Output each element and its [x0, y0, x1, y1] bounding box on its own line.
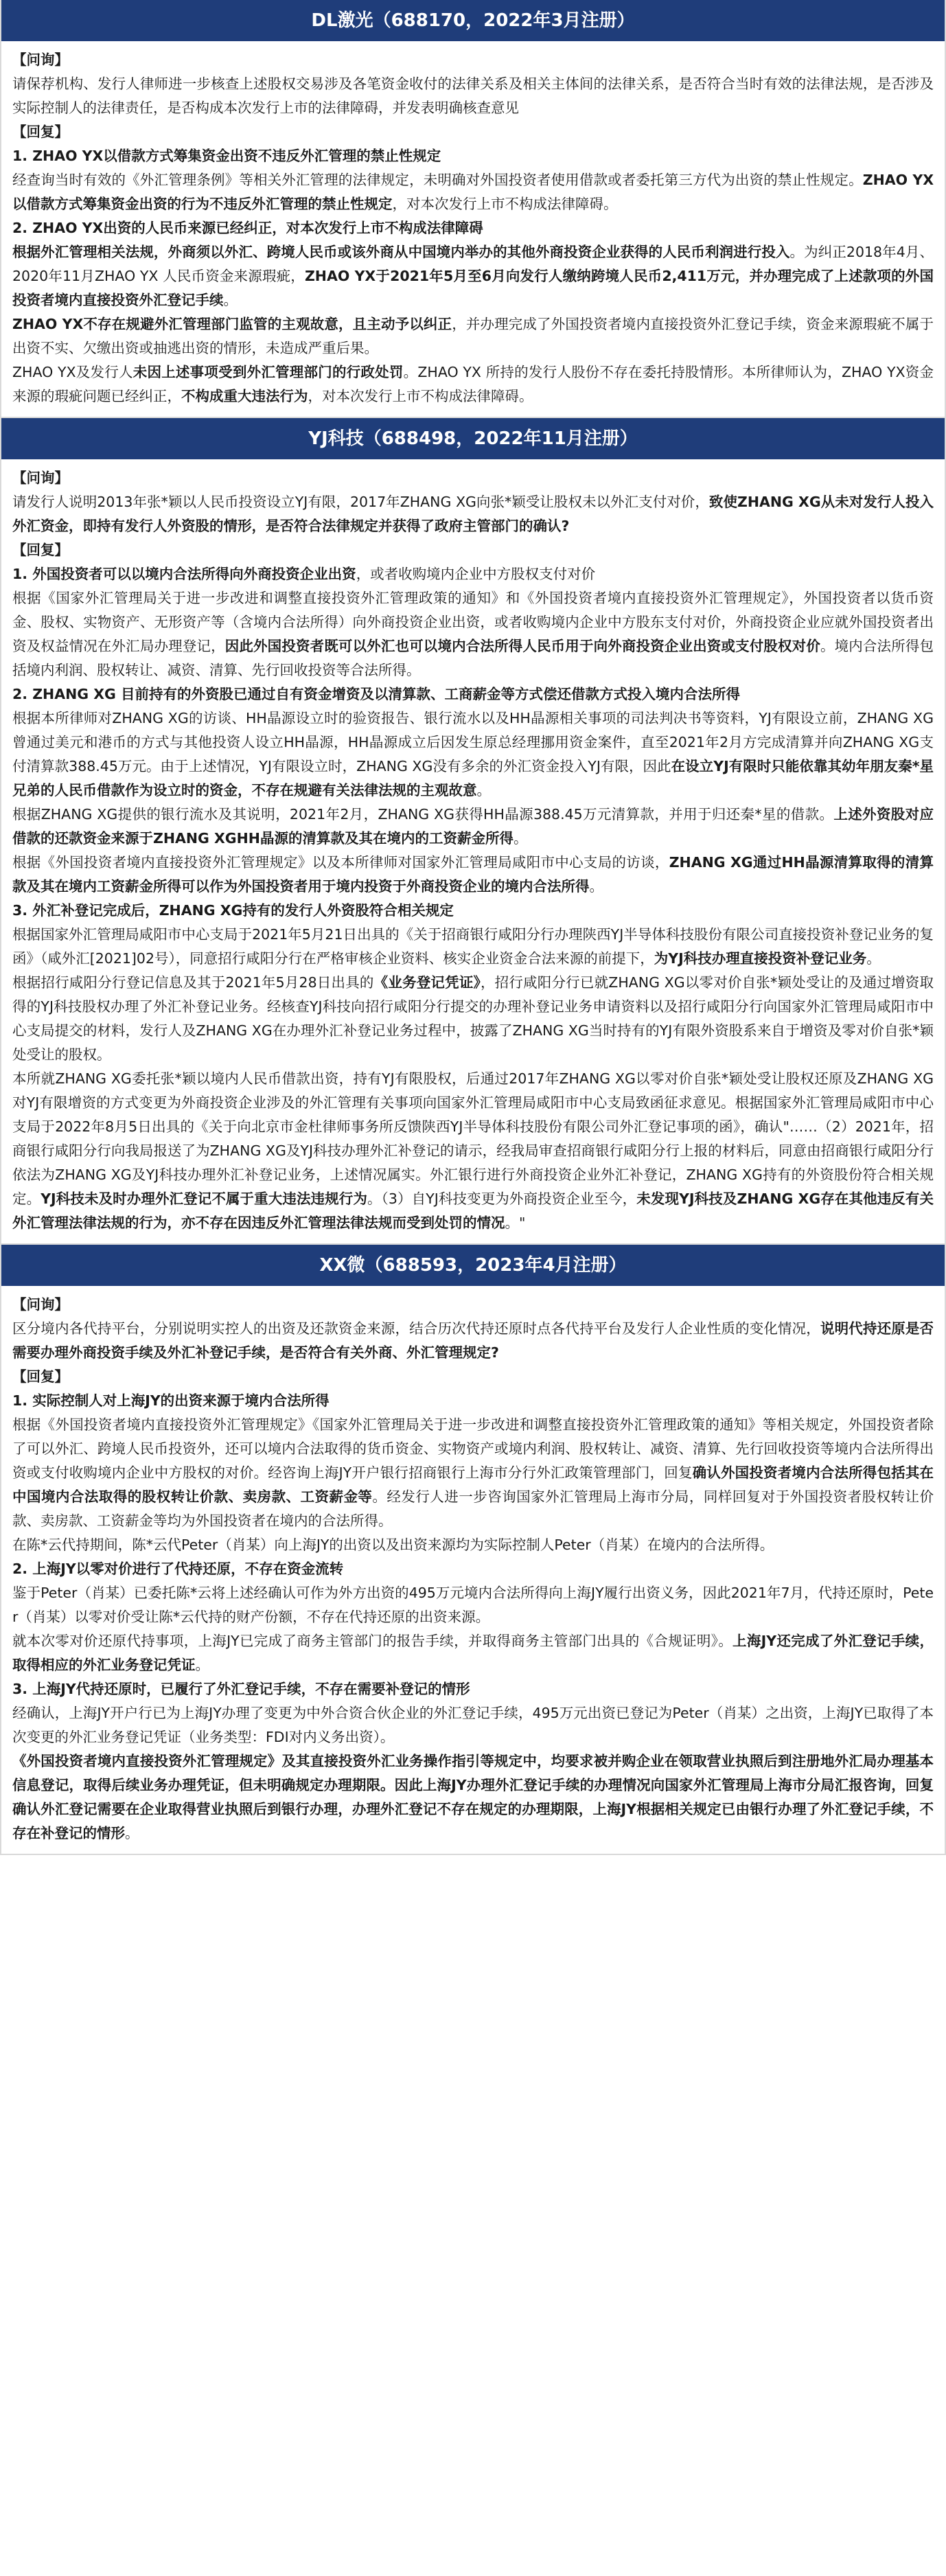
answer-paragraph: 在陈*云代持期间，陈*云代Peter（肖某）向上海JY的出资以及出资来源均为实际控制人Peter（肖某）在境内的合法所得。 — [12, 1537, 774, 1553]
answer-paragraph: 根据招行咸阳分行登记信息及其于2021年5月28日出具的《业务登记凭证》，招行咸阳分行已就ZHANG XG以零对价自张*颖处受让的及通过增资取得的YJ科技股权办理了外汇补登记业务。经核查YJ科技向招行咸阳分行提交的办理补登记业务申请资料以及招行咸阳分行向国家外汇管理局咸阳市中心支局提交的材料，发行人及ZHANG XG在办理外汇补登记业务过程中，披露了ZHANG XG当时持有的YJ有限外资股系来自于增资及零对价自张*颖处受让的股权。 — [12, 974, 934, 1063]
answer-paragraph: 根据国家外汇管理局咸阳市中心支局于2021年5月21日出具的《关于招商银行咸阳分行办理陕西YJ半导体科技股份有限公司直接投资补登记业务的复函》（咸外汇[2021]02号），同意招行咸阳分行在严格审核企业资料、核实企业资金合法来源的前提下，为YJ科技办理直接投资补登记业务。 — [12, 926, 934, 967]
answer-paragraph: 经确认，上海JY开户行已为上海JY办理了变更为中外合资合伙企业的外汇登记手续，495万元出资已登记为Peter（肖某）之出资，上海JY已取得了本次变更的外汇业务登记凭证（业务类型：FDI对内义务出资）。 — [12, 1705, 934, 1745]
answer-heading: 3. 外汇补登记完成后，ZHANG XG持有的发行人外资股符合相关规定 — [12, 902, 454, 919]
answer-label: 【回复】 — [12, 124, 69, 140]
answer-paragraph: ZHAO YX及发行人未因上述事项受到外汇管理部门的行政处罚。ZHAO YX 所持的发行人股份不存在委托持股情形。本所律师认为，ZHAO YX资金来源的瑕疵问题已经纠正，不构成重大违法行为，对本次发行上市不构成法律障碍。 — [12, 364, 934, 404]
answer-paragraph: 根据本所律师对ZHANG XG的访谈、HH晶源设立时的验资报告、银行流水以及HH晶源相关事项的司法判决书等资料，YJ有限设立前，ZHANG XG曾通过美元和港币的方式与其他投资人设立HH晶源，HH晶源成立后因发生原总经理挪用资金案件，直至2021年2月方完成清算并向ZHANG XG支付清算款388.45万元。由于上述情况，YJ有限设立时，ZHANG XG没有多余的外汇资金投入YJ有限，因此在设立YJ有限时只能依靠其幼年朋友秦*星兄弟的人民币借款作为设立时的资金，不存在规避有关法律法规的主观故意。 — [12, 710, 934, 798]
answer-paragraph: ZHAO YX不存在规避外汇管理部门监管的主观故意，且主动予以纠正，并办理完成了外国投资者境内直接投资外汇登记手续，资金来源瑕疵不属于出资不实、欠缴出资或抽逃出资的情形，未造成严重后果。 — [12, 316, 934, 356]
answer-paragraph: 《外国投资者境内直接投资外汇管理规定》及其直接投资外汇业务操作指引等规定中，均要求被并购企业在领取营业执照后到注册地外汇局办理基本信息登记，取得后续业务办理凭证，但未明确规定办理期限。因此上海JY办理外汇登记手续的办理情况向国家外汇管理局上海市分局汇报咨询，回复确认外汇登记需要在企业取得营业执照后到银行办理，办理外汇登记不存在规定的办理期限，上海JY根据相关规定已由银行办理了外汇登记手续，不存在补登记的情形。 — [12, 1753, 934, 1841]
answer-paragraph: 本所就ZHANG XG委托张*颖以境内人民币借款出资，持有YJ有限股权，后通过2017年ZHANG XG以零对价自张*颖处受让股权还原及ZHANG XG对YJ有限增资的方式变更为外商投资企业涉及的外汇管理有关事项向国家外汇管理局咸阳市中心支局致函征求意见。根据国家外汇管理局咸阳市中心支局于2022年8月5日出具的《关于向北京市金杜律师事务所反馈陕西YJ半导体科技股份有限公司外汇登记事项的函》，确认"……（2）2021年，招商银行咸阳分行向我局报送了为ZHANG XG及YJ科技办理外汇补登记的请示，经我局审查招商银行咸阳分行上报的材料后，同意由招商银行咸阳分行依法为ZHANG XG及YJ科技办理外汇补登记业务，上述情况属实。外汇银行进行外商投资企业外汇补登记，ZHANG XG持有的外资股份符合相关规定。YJ科技未及时办理外汇登记不属于重大违法违规行为。（3）自YJ科技变更为外商投资企业至今，未发现YJ科技及ZHANG XG存在其他违反有关外汇管理法律法规的行为，亦不存在因违反外汇管理法律法规而受到处罚的情况。" — [12, 1070, 934, 1231]
answer-paragraph: 根据外汇管理相关法规，外商须以外汇、跨境人民币或该外商从中国境内举办的其他外商投资企业获得的人民币利润进行投入。为纠正2018年4月、2020年11月ZHAO YX 人民币资金来源瑕疵，ZHAO YX于2021年5月至6月向发行人缴纳跨境人民币2,411万元，并办理完成了上述款项的外国投资者境内直接投资外汇登记手续。 — [12, 244, 934, 308]
question-text: 区分境内各代持平台，分别说明实控人的出资及还款资金来源，结合历次代持还原时点各代持平台及发行人企业性质的变化情况，说明代持还原是否需要办理外商投资手续及外汇补登记手续，是否符合有关外商、外汇管理规定? — [12, 1320, 934, 1361]
question-label: 【问询】 — [12, 51, 69, 68]
answer-paragraph: 根据《外国投资者境内直接投资外汇管理规定》《国家外汇管理局关于进一步改进和调整直接投资外汇管理政策的通知》等相关规定，外国投资者除了可以外汇、跨境人民币投资外，还可以境内合法取得的货币资金、实物资产或境内利润、股权转让、减资、清算、先行回收投资等境内合法所得出资或支付收购境内企业中方股权的对价。经咨询上海JY开户银行招商银行上海市分行外汇政策管理部门，回复确认外国投资者境内合法所得包括其在中国境内合法取得的股权转让价款、卖房款、工资薪金等。经发行人进一步咨询国家外汇管理局上海市分局，同样回复对于外国投资者股权转让价款、卖房款、工资薪金等均为外国投资者在境内的合法所得。 — [12, 1416, 934, 1529]
answer-paragraph: 鉴于Peter（肖某）已委托陈*云将上述经确认可作为外方出资的495万元境内合法所得向上海JY履行出资义务，因此2021年7月，代持还原时，Peter（肖某）以零对价受让陈*云代持的财产份额，不存在代持还原的出资来源。 — [12, 1585, 934, 1625]
answer-heading: 1. 实际控制人对上海JY的出资来源于境内合法所得 — [12, 1392, 330, 1409]
question-label: 【问询】 — [12, 1296, 69, 1313]
case-section-xx — [0, 1245, 946, 1855]
section-body — [1, 459, 945, 1243]
question-label: 【问询】 — [12, 470, 69, 486]
section-body — [1, 1286, 945, 1854]
answer-heading: 2. ZHAO YX出资的人民币来源已经纠正，对本次发行上市不构成法律障碍 — [12, 220, 483, 236]
case-section-yj — [0, 418, 946, 1245]
answer-paragraph: 经查询当时有效的《外汇管理条例》等相关外汇管理的法律规定，未明确对外国投资者使用借款或者委托第三方代为出资的禁止性规定。ZHAO YX以借款方式筹集资金出资的行为不违反外汇管理的禁止性规定，对本次发行上市不构成法律障碍。 — [12, 172, 934, 212]
answer-heading: 2. 上海JY以零对价进行了代持还原，不存在资金流转 — [12, 1561, 344, 1577]
section-body — [1, 41, 945, 417]
answer-heading: 1. ZHAO YX以借款方式筹集资金出资不违反外汇管理的禁止性规定 — [12, 148, 441, 164]
answer-heading: 3. 上海JY代持还原时，已履行了外汇登记手续，不存在需要补登记的情形 — [12, 1681, 470, 1697]
question-text: 请发行人说明2013年张*颖以人民币投资设立YJ有限，2017年ZHANG XG向张*颖受让股权未以外汇支付对价，致使ZHANG XG从未对发行人投入外汇资金，即持有发行人外资股的情形，是否符合法律规定并获得了政府主管部门的确认? — [12, 494, 934, 534]
section-title: YJ科技（688498，2022年11月注册） — [1, 418, 945, 459]
answer-heading: 1. 外国投资者可以以境内合法所得向外商投资企业出资，或者收购境内企业中方股权支付对价 — [12, 566, 596, 582]
answer-label: 【回复】 — [12, 1368, 69, 1385]
answer-label: 【回复】 — [12, 542, 69, 558]
answer-paragraph: 根据ZHANG XG提供的银行流水及其说明，2021年2月，ZHANG XG获得HH晶源388.45万元清算款，并用于归还秦*星的借款。上述外资股对应借款的还款资金来源于ZHANG XGHH晶源的清算款及其在境内的工资薪金所得。 — [12, 806, 934, 847]
question-text: 请保荐机构、发行人律师进一步核查上述股权交易涉及各笔资金收付的法律关系及相关主体间的法律关系，是否符合当时有效的法律法规，是否涉及实际控制人的法律责任，是否构成本次发行上市的法律障碍，并发表明确核查意见 — [12, 76, 934, 116]
answer-paragraph: 就本次零对价还原代持事项，上海JY已完成了商务主管部门的报告手续，并取得商务主管部门出具的《合规证明》。上海JY还完成了外汇登记手续，取得相应的外汇业务登记凭证。 — [12, 1633, 934, 1673]
answer-heading: 2. ZHANG XG 目前持有的外资股已通过自有资金增资及以清算款、工商薪金等方式偿还借款方式投入境内合法所得 — [12, 686, 740, 702]
case-section-dl — [0, 0, 946, 418]
answer-paragraph: 根据《外国投资者境内直接投资外汇管理规定》以及本所律师对国家外汇管理局咸阳市中心支局的访谈，ZHANG XG通过HH晶源清算取得的清算款及其在境内工资薪金所得可以作为外国投资者用于境内投资于外商投资企业的境内合法所得。 — [12, 854, 934, 895]
section-title: DL激光（688170，2022年3月注册） — [1, 0, 945, 41]
section-title: XX微（688593，2023年4月注册） — [1, 1245, 945, 1286]
answer-paragraph: 根据《国家外汇管理局关于进一步改进和调整直接投资外汇管理政策的通知》和《外国投资者境内直接投资外汇管理规定》，外国投资者以货币资金、股权、实物资产、无形资产等（含境内合法所得）向外商投资企业出资，或者收购境内企业中方股东支付对价，外商投资企业应就外国投资者出资及权益情况在外汇局办理登记，因此外国投资者既可以外汇也可以境内合法所得人民币用于向外商投资企业出资或支付股权对价。境内合法所得包括境内利润、股权转让、减资、清算、先行回收投资等合法所得。 — [12, 590, 934, 678]
